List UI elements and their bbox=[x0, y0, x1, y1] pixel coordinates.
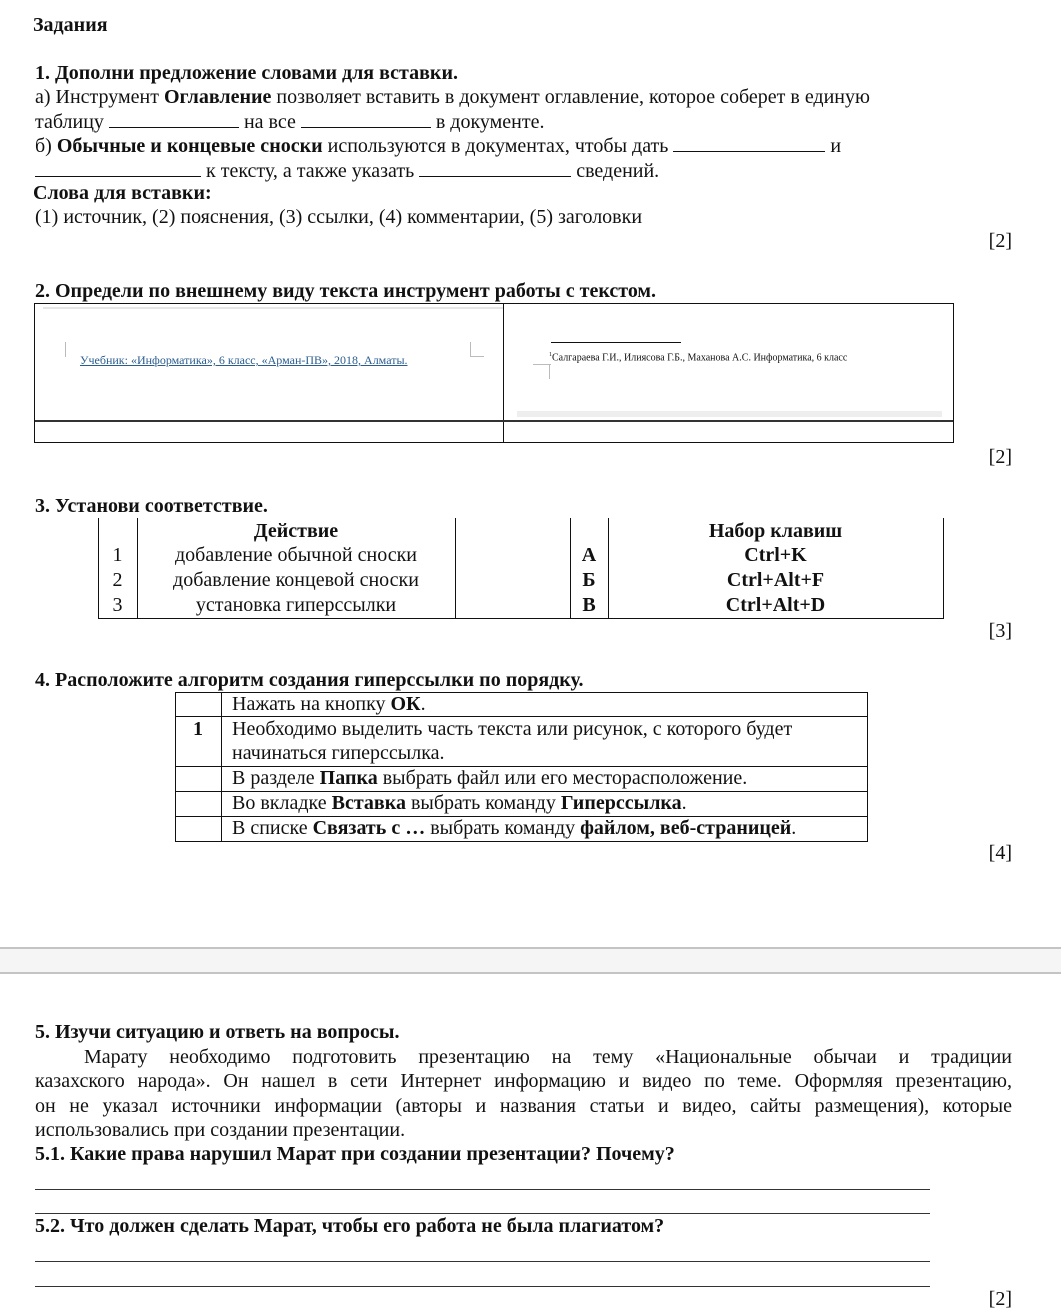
task1-b-line2: к тексту, а также указать сведений. bbox=[35, 158, 659, 183]
row-number: 2 bbox=[112, 569, 123, 591]
column-header-keys: Набор клавиш bbox=[708, 520, 843, 542]
answer-line[interactable] bbox=[35, 1189, 930, 1190]
keys-cell: Ctrl+K bbox=[744, 544, 807, 566]
footnote-sample: $^1$Салгараева Г.И., Илиясова Г.Б., Маханова А.С. Информатика, 6 класс bbox=[549, 352, 848, 364]
step-choose-file: В разделе Папка выбрать файл или его месторасположение. bbox=[232, 767, 748, 789]
step-press-ok: Нажать на кнопку ОК. bbox=[232, 693, 426, 715]
blank-field[interactable] bbox=[35, 158, 201, 177]
action-cell: добавление обычной сноски bbox=[174, 544, 417, 566]
page-break bbox=[0, 947, 1061, 974]
step-select-text: Необходимо выделить часть текста или рисунок, с которого будет bbox=[232, 718, 793, 740]
words-list: (1) источник, (2) пояснения, (3) ссылки, (4) комментарии, (5) заголовки bbox=[35, 206, 643, 228]
answer-line[interactable] bbox=[35, 1286, 930, 1287]
task5-heading: 5. Изучи ситуацию и ответь на вопросы. bbox=[35, 1021, 400, 1043]
letter-cell: А bbox=[581, 544, 597, 566]
task1-score: [2] bbox=[988, 230, 1012, 252]
row-number: 3 bbox=[112, 594, 123, 616]
step-select-text-cont: начинаться гиперссылка. bbox=[232, 742, 445, 764]
task4-score: [4] bbox=[988, 842, 1012, 864]
task3-score: [3] bbox=[988, 620, 1012, 642]
task4-heading: 4. Расположите алгоритм создания гиперссылки по порядку. bbox=[35, 669, 584, 691]
task2-heading: 2. Определи по внешнему виду текста инструмент работы с текстом. bbox=[35, 280, 657, 302]
blank-field[interactable] bbox=[673, 133, 825, 152]
task1-heading: 1. Дополни предложение словами для вставки. bbox=[35, 62, 458, 84]
table-of-contents-sample: Учебник: «Информатика», 6 класс, «Арман-ПВ», 2018, Алматы. bbox=[80, 353, 408, 367]
action-cell: добавление концевой сноски bbox=[173, 569, 419, 591]
task1-a-line1: а) Инструмент Оглавление позволяет вставить в документ оглавление, которое соберет в единую bbox=[35, 86, 870, 108]
task5-paragraph-line: использовались при создании презентации. bbox=[35, 1119, 406, 1141]
blank-field[interactable] bbox=[419, 158, 571, 177]
task2-table bbox=[34, 303, 954, 443]
blank-field[interactable] bbox=[109, 109, 239, 128]
task5-score: [2] bbox=[988, 1288, 1012, 1310]
words-label: Слова для вставки: bbox=[33, 182, 212, 204]
task5-paragraph-line: казахского народа». Он нашел в сети Интернет информацию и видео по теме. Оформляя презентацию, bbox=[35, 1070, 1012, 1092]
step-link-to: В списке Связать с … выбрать команду файлом, веб-страницей. bbox=[232, 817, 797, 839]
action-cell: установка гиперссылки bbox=[195, 594, 397, 616]
question-5-1: 5.1. Какие права нарушил Марат при создании презентации? Почему? bbox=[35, 1143, 675, 1165]
row-number: 1 bbox=[112, 544, 123, 566]
question-5-2: 5.2. Что должен сделать Марат, чтобы его работа не была плагиатом? bbox=[35, 1215, 665, 1237]
letter-cell: В bbox=[582, 594, 596, 616]
task5-paragraph-line: он не указал источники информации (авторы и названия статьи и видео, сайты размещения), которые bbox=[35, 1095, 1012, 1117]
keys-cell: Ctrl+Alt+D bbox=[725, 594, 826, 616]
task2-score: [2] bbox=[988, 446, 1012, 468]
task5-paragraph-line: Марату необходимо подготовить презентацию на тему «Национальные обычаи и традиции bbox=[84, 1046, 1012, 1068]
task1-a-line2: таблицу на все в документе. bbox=[35, 111, 545, 133]
step-insert-hyperlink: Во вкладке Вставка выбрать команду Гиперссылка. bbox=[232, 792, 687, 814]
task3-heading: 3. Установи соответствие. bbox=[35, 495, 268, 517]
answer-line[interactable] bbox=[35, 1261, 930, 1262]
keys-cell: Ctrl+Alt+F bbox=[726, 569, 825, 591]
task1-b-line1: б) Обычные и концевые сноски используются в документах, чтобы дать и bbox=[35, 135, 842, 157]
step-order-number[interactable]: 1 bbox=[193, 718, 203, 740]
blank-field[interactable] bbox=[301, 109, 431, 128]
letter-cell: Б bbox=[582, 569, 596, 591]
column-header-action: Действие bbox=[253, 520, 339, 542]
page-title: Задания bbox=[33, 14, 108, 36]
